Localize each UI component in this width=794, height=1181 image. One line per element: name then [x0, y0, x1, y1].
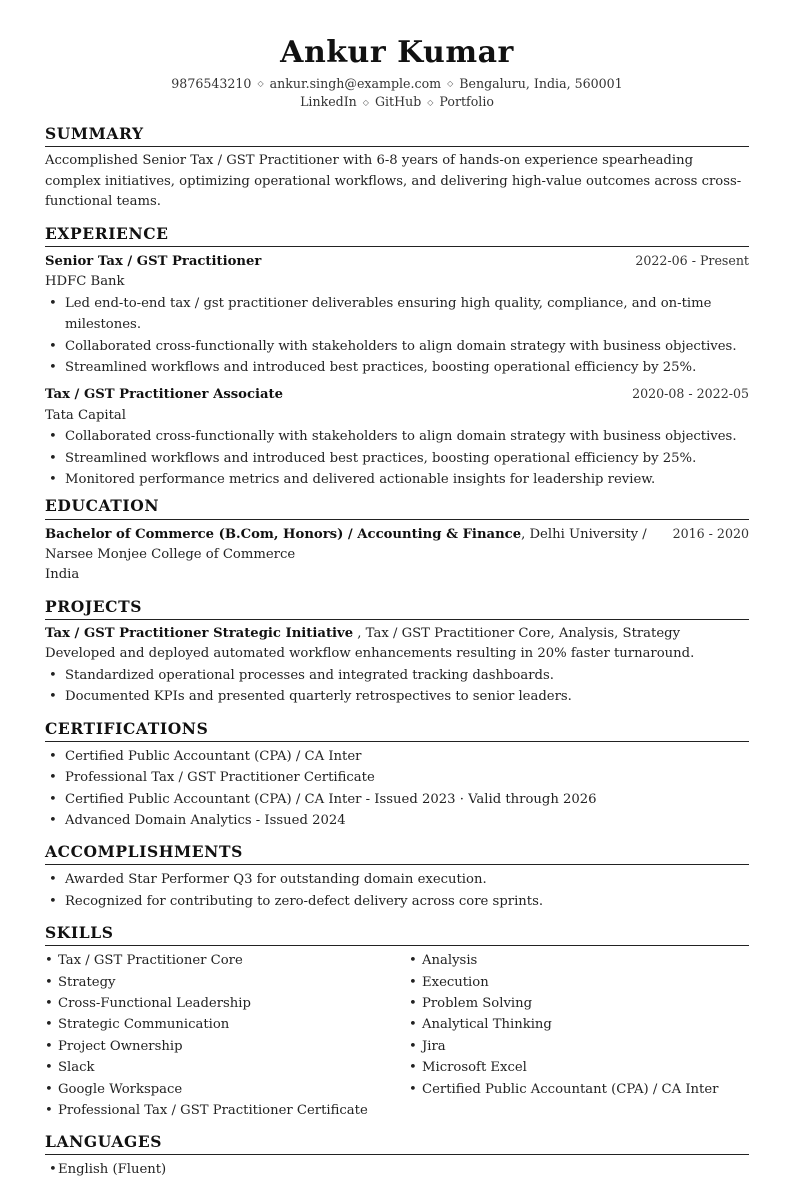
location: Bengaluru, India, 560001: [459, 75, 623, 91]
list-item: • Advanced Domain Analytics - Issued 2024: [45, 810, 749, 831]
section-title: SUMMARY: [45, 124, 749, 147]
skill-item: • Certified Public Accountant (CPA) / CA Inter: [409, 1079, 749, 1100]
company-name: HDFC Bank: [45, 274, 125, 290]
project-tags: , Tax / GST Practitioner Core, Analysis, Strategy: [353, 626, 681, 641]
list-item: • Standardized operational processes and integrated tracking dashboards.: [45, 665, 749, 686]
list-item: • Collaborated cross-functionally with stakeholders to align domain strategy with business objectives.: [45, 426, 749, 447]
email-address: ankur.singh@example.com: [269, 75, 442, 91]
skill-item: • Project Ownership: [45, 1036, 409, 1057]
list-item: • Recognized for contributing to zero-defect delivery across core sprints.: [45, 891, 749, 912]
skill-item: • Tax / GST Practitioner Core: [45, 950, 409, 971]
section-title: SKILLS: [45, 923, 749, 946]
job-header: [45, 251, 749, 272]
job-dates: 2022-06 - Present: [635, 252, 749, 268]
skill-item: • Strategy: [45, 972, 409, 993]
degree: Bachelor of Commerce (B.Com, Honors) / Accounting & Finance: [45, 526, 522, 542]
school-name-continued: Narsee Monjee College of Commerce: [45, 546, 296, 562]
languages-section: [45, 1132, 749, 1181]
skill-item: • Analytical Thinking: [409, 1014, 749, 1035]
skill-item: • Professional Tax / GST Practitioner Certificate: [45, 1100, 409, 1121]
phone-number: 9876543210: [171, 75, 252, 91]
education-section: [45, 496, 749, 586]
skills-section: [45, 923, 749, 1121]
job-role: Tax / GST Practitioner Associate: [45, 387, 284, 403]
skill-item: • Analysis: [409, 950, 749, 971]
list-item: • Professional Tax / GST Practitioner Certificate: [45, 767, 749, 788]
section-title: EDUCATION: [45, 496, 749, 519]
school-name: , Delhi University /: [521, 526, 647, 542]
accomplishments-section: [45, 842, 749, 912]
certifications-section: [45, 719, 749, 832]
linkedin-link[interactable]: LinkedIn: [300, 94, 357, 110]
list-item: • Streamlined workflows and introduced best practices, boosting operational efficiency by 25%.: [45, 357, 749, 378]
education-degree-line: [45, 525, 647, 545]
job-dates: 2020-08 - 2022-05: [632, 386, 749, 402]
contact-line: [45, 75, 749, 94]
skill-item: • Cross-Functional Leadership: [45, 993, 409, 1014]
section-title: LANGUAGES: [45, 1132, 749, 1155]
accomplishment-list: [45, 869, 749, 912]
education-dates: 2016 - 2020: [672, 525, 749, 541]
skill-item: • Slack: [45, 1057, 409, 1078]
section-title: EXPERIENCE: [45, 224, 749, 247]
resume-page: [45, 32, 749, 1181]
education-header: [45, 524, 749, 545]
section-title: ACCOMPLISHMENTS: [45, 842, 749, 865]
job-entry: [45, 384, 749, 490]
project-bullets: [45, 665, 749, 708]
projects-section: [45, 597, 749, 708]
skill-item: • Google Workspace: [45, 1079, 409, 1100]
diamond-separator-icon: ◇: [447, 79, 454, 88]
list-item: • Documented KPIs and presented quarterly retrospectives to senior leaders.: [45, 686, 749, 707]
skill-item: • Microsoft Excel: [409, 1057, 749, 1078]
summary-section: [45, 124, 749, 213]
links-line: [45, 93, 749, 112]
list-item: • Monitored performance metrics and delivered actionable insights for leadership review.: [45, 469, 749, 490]
job-bullets: [45, 293, 749, 379]
project-description: Developed and deployed automated workflow enhancements resulting in 20% faster turnaround.: [45, 646, 695, 662]
summary-text: Accomplished Senior Tax / GST Practitioner with 6-8 years of hands-on experience spearheading complex initiatives, optimizing operational workflows, and delivering high-value outcomes across cross-functional teams.: [45, 153, 742, 210]
experience-section: [45, 224, 749, 491]
github-link[interactable]: GitHub: [374, 94, 422, 110]
skills-grid: [45, 950, 749, 1121]
list-item: • Led end-to-end tax / gst practitioner deliverables ensuring high quality, compliance, and on-time milestones.: [45, 293, 749, 336]
skill-item: • Strategic Communication: [45, 1014, 409, 1035]
language-item: • English (Fluent): [45, 1159, 749, 1180]
section-title: CERTIFICATIONS: [45, 719, 749, 742]
project-header: [45, 624, 749, 644]
diamond-separator-icon: ◇: [257, 79, 264, 88]
education-country: India: [45, 567, 80, 583]
job-header: [45, 384, 749, 405]
skill-item: • Problem Solving: [409, 993, 749, 1014]
section-title: PROJECTS: [45, 597, 749, 620]
skill-item: • Execution: [409, 972, 749, 993]
company-name: Tata Capital: [45, 407, 126, 423]
language-list: [45, 1159, 749, 1180]
list-item: • Certified Public Accountant (CPA) / CA Inter: [45, 746, 749, 767]
list-item: • Awarded Star Performer Q3 for outstanding domain execution.: [45, 869, 749, 890]
portfolio-link[interactable]: Portfolio: [439, 94, 494, 110]
list-item: • Collaborated cross-functionally with stakeholders to align domain strategy with business objectives.: [45, 336, 749, 357]
skills-column-left: [45, 950, 409, 1121]
job-entry: [45, 251, 749, 378]
job-bullets: [45, 426, 749, 490]
diamond-separator-icon: ◇: [362, 97, 369, 107]
certification-list: [45, 746, 749, 832]
project-name: Tax / GST Practitioner Strategic Initiative: [45, 626, 354, 641]
candidate-name: Ankur Kumar: [280, 35, 514, 70]
skill-item: • Jira: [409, 1036, 749, 1057]
skills-column-right: [409, 950, 749, 1121]
list-item: • Streamlined workflows and introduced best practices, boosting operational efficiency by 25%.: [45, 448, 749, 469]
list-item: • Certified Public Accountant (CPA) / CA Inter - Issued 2023 · Valid through 2026: [45, 789, 749, 810]
diamond-separator-icon: ◇: [427, 97, 434, 107]
job-role: Senior Tax / GST Practitioner: [45, 253, 262, 269]
